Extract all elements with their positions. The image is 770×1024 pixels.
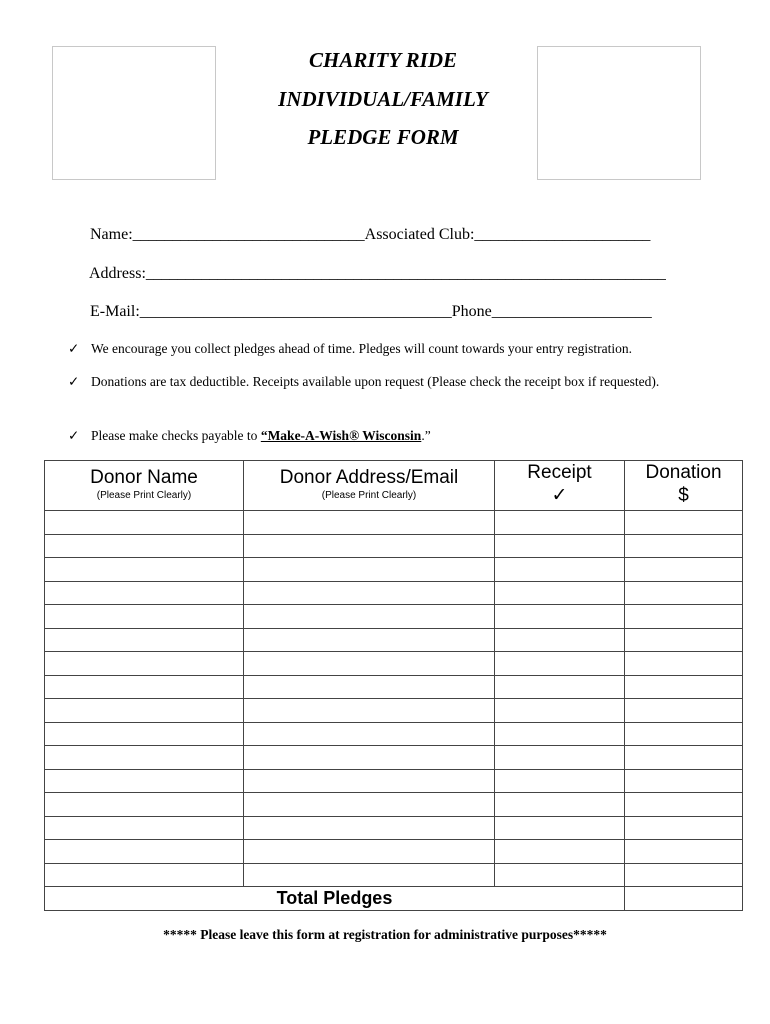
- donor-address-cell[interactable]: [244, 769, 495, 793]
- receipt-cell[interactable]: [495, 605, 625, 629]
- check-icon: ✓: [68, 341, 80, 356]
- table-row: [45, 816, 743, 840]
- donor-address-cell[interactable]: [244, 793, 495, 817]
- check-icon: ✓: [68, 374, 80, 389]
- note-text: Donations are tax deductible. Receipts available upon request (Please check the receipt box if requested).: [91, 374, 660, 389]
- check-icon: ✓: [68, 428, 80, 443]
- donor-name-cell[interactable]: [45, 699, 244, 723]
- total-pledges-cell[interactable]: [625, 887, 743, 911]
- donor-name-cell[interactable]: [45, 652, 244, 676]
- header-receipt: [495, 461, 625, 511]
- title-line-3: PLEDGE FORM: [307, 125, 459, 149]
- donor-name-cell[interactable]: [45, 746, 244, 770]
- donor-name-cell[interactable]: [45, 581, 244, 605]
- donor-name-cell[interactable]: [45, 675, 244, 699]
- receipt-cell[interactable]: [495, 746, 625, 770]
- table-row: [45, 675, 743, 699]
- table-row: [45, 746, 743, 770]
- donor-name-cell[interactable]: [45, 769, 244, 793]
- table-row: [45, 605, 743, 629]
- table-row: [45, 840, 743, 864]
- note-tax-deductible: [68, 371, 688, 393]
- donor-name-cell[interactable]: [45, 558, 244, 582]
- total-pledges-label: Total Pledges: [45, 887, 625, 911]
- receipt-cell[interactable]: [495, 652, 625, 676]
- donation-cell[interactable]: [625, 769, 743, 793]
- receipt-cell[interactable]: [495, 675, 625, 699]
- donor-address-cell[interactable]: [244, 863, 495, 887]
- table-row: [45, 722, 743, 746]
- table-row: [45, 628, 743, 652]
- donor-name-cell[interactable]: [45, 605, 244, 629]
- header-donor-name-label: Donor Name: [90, 467, 198, 488]
- donation-cell[interactable]: [625, 652, 743, 676]
- table-row: [45, 652, 743, 676]
- receipt-cell[interactable]: [495, 840, 625, 864]
- address-field-line[interactable]: Address:_________________________________________________________________: [89, 265, 666, 282]
- header-donor-address: [244, 461, 495, 511]
- receipt-cell[interactable]: [495, 816, 625, 840]
- table-row: [45, 511, 743, 535]
- donor-address-cell[interactable]: [244, 675, 495, 699]
- note-checks-payable: [68, 425, 688, 447]
- header-donation-label: Donation: [645, 462, 722, 483]
- note-text: [91, 425, 688, 447]
- header-donor-address-sub: (Please Print Clearly): [321, 490, 417, 501]
- donor-address-cell[interactable]: [244, 534, 495, 558]
- donor-address-cell[interactable]: [244, 840, 495, 864]
- donation-cell[interactable]: [625, 581, 743, 605]
- receipt-cell[interactable]: [495, 863, 625, 887]
- donation-cell[interactable]: [625, 840, 743, 864]
- pledge-table: [44, 460, 743, 911]
- donation-cell[interactable]: [625, 534, 743, 558]
- donor-name-cell[interactable]: [45, 511, 244, 535]
- donation-cell[interactable]: [625, 722, 743, 746]
- donation-cell[interactable]: [625, 675, 743, 699]
- receipt-check-icon: ✓: [551, 484, 568, 506]
- table-row: [45, 863, 743, 887]
- total-row: [45, 887, 743, 911]
- receipt-cell[interactable]: [495, 534, 625, 558]
- note-text-prefix: Please make checks payable to: [91, 428, 261, 443]
- receipt-cell[interactable]: [495, 558, 625, 582]
- donation-cell[interactable]: [625, 793, 743, 817]
- donor-address-cell[interactable]: [244, 699, 495, 723]
- note-text-suffix: .”: [421, 428, 431, 443]
- donor-address-cell[interactable]: [244, 816, 495, 840]
- donor-name-cell[interactable]: [45, 793, 244, 817]
- header-donation-symbol: $: [678, 485, 689, 506]
- donation-cell[interactable]: [625, 605, 743, 629]
- table-row: [45, 558, 743, 582]
- donor-name-cell[interactable]: [45, 840, 244, 864]
- donor-address-cell[interactable]: [244, 605, 495, 629]
- table-row: [45, 581, 743, 605]
- donor-address-cell[interactable]: [244, 558, 495, 582]
- logo-placeholder-left: [52, 46, 216, 180]
- header-donor-name: [45, 461, 244, 511]
- note-text: We encourage you collect pledges ahead of time. Pledges will count towards your entry registration.: [91, 341, 632, 356]
- receipt-cell[interactable]: [495, 722, 625, 746]
- table-row: [45, 699, 743, 723]
- donor-address-cell[interactable]: [244, 746, 495, 770]
- title-line-1: CHARITY RIDE: [308, 48, 457, 72]
- receipt-cell[interactable]: [495, 581, 625, 605]
- table-row: [45, 793, 743, 817]
- title-line-2: INDIVIDUAL/FAMILY: [278, 87, 488, 111]
- table-row: [45, 534, 743, 558]
- table-header-row: [45, 461, 743, 511]
- donor-name-cell[interactable]: [45, 628, 244, 652]
- donor-name-cell[interactable]: [45, 722, 244, 746]
- footer-notice: ***** Please leave this form at registration for administrative purposes*****: [163, 927, 607, 942]
- header-donation: [625, 461, 743, 511]
- header-donor-name-sub: (Please Print Clearly): [96, 490, 192, 501]
- donation-cell[interactable]: [625, 558, 743, 582]
- payee-name: “Make-A-Wish® Wisconsin: [260, 428, 422, 443]
- donor-name-cell[interactable]: [45, 863, 244, 887]
- donor-name-cell[interactable]: [45, 534, 244, 558]
- header-receipt-label: Receipt: [527, 462, 592, 483]
- donor-address-cell[interactable]: [244, 722, 495, 746]
- donation-cell[interactable]: [625, 628, 743, 652]
- donation-cell[interactable]: [625, 699, 743, 723]
- receipt-cell[interactable]: [495, 793, 625, 817]
- receipt-cell[interactable]: [495, 511, 625, 535]
- note-collect-pledges: [68, 338, 688, 360]
- donation-cell[interactable]: [625, 816, 743, 840]
- donor-address-cell[interactable]: [244, 652, 495, 676]
- receipt-cell[interactable]: [495, 769, 625, 793]
- donor-name-cell[interactable]: [45, 816, 244, 840]
- donation-cell[interactable]: [625, 511, 743, 535]
- table-row: [45, 769, 743, 793]
- donation-cell[interactable]: [625, 863, 743, 887]
- email-phone-field-line[interactable]: E-Mail:_______________________________________Phone____________________: [90, 303, 652, 320]
- donation-cell[interactable]: [625, 746, 743, 770]
- donor-address-cell[interactable]: [244, 628, 495, 652]
- header-donor-address-label: Donor Address/Email: [279, 467, 459, 488]
- donor-address-cell[interactable]: [244, 511, 495, 535]
- receipt-cell[interactable]: [495, 628, 625, 652]
- name-club-field-line[interactable]: Name:_____________________________Associated Club:______________________: [90, 226, 651, 243]
- donor-address-cell[interactable]: [244, 581, 495, 605]
- receipt-cell[interactable]: [495, 699, 625, 723]
